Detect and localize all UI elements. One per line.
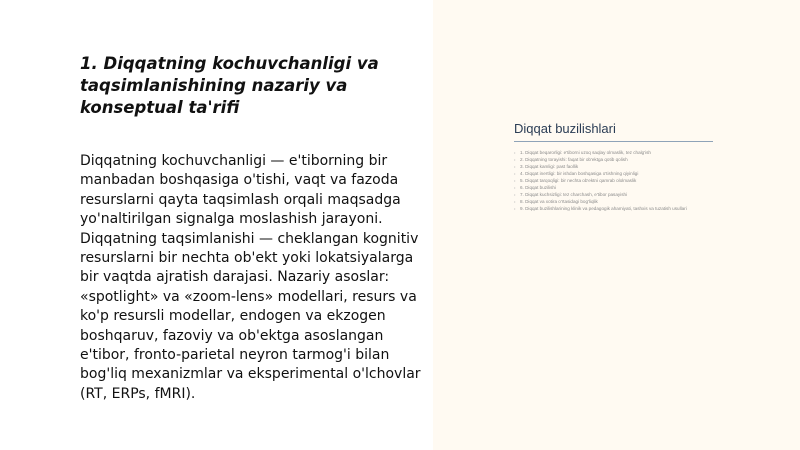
thumbnail-list-item [514, 185, 713, 190]
thumbnail-item-text: 5. Diqqat tarqoqligi: bir nechta ob'ektni qamrab ololmaslik [520, 178, 637, 183]
thumbnail-item-text: 2. Diqqatning torayishi: faqat bir ob'ektga qotib qolish [520, 157, 628, 162]
image-panel [433, 0, 800, 450]
bullet-icon: • [514, 171, 516, 176]
thumbnail-item-text: 1. Diqqat beqarorligi: e'tiborni uzoq saqlay olmaslik, tez chalg'ish [520, 150, 651, 155]
bullet-icon: • [514, 150, 516, 155]
thumbnail-item-text: 6. Diqqat buzilishi [520, 185, 557, 190]
thumbnail-list-item [514, 192, 713, 197]
thumbnail-item-text: 7. Diqqat kuchsizligi: tez charchash, e'tibor pasayishi [520, 192, 628, 197]
bullet-icon: • [514, 206, 516, 211]
thumbnail-item-text: 3. Diqqat kamligi: past faollik [520, 164, 579, 169]
thumbnail-list-item [514, 150, 713, 155]
thumbnail-title: Diqqat buzilishlari [514, 121, 713, 142]
bullet-icon: • [514, 178, 516, 183]
slide-body-text: Diqqatning kochuvchanligi — e'tiborning bir manbadan boshqasiga o'tishi, vaqt va fazoda resurslarni qayta taqsimlash orqali maqsadga yo'naltirilgan signalga moslashish jarayoni. Diqqatning taqsimlanishi — cheklangan kognitiv resurslarni bir nechta ob'ekt yoki lokatsiyalarga bir vaqtda ajratish darajasi. Nazariy asoslar: «spotlight» va «zoom-lens» modellari, resurs va ko'p resursli modellar, endogen va ekzogen boshqaruv, fazoviy va ob'ektga asoslangan e'tibor, fronto-parietal neyron tarmog'i bilan bog'liq mexanizmlar va eksperimental o'lchovlar (RT, ERPs, fMRI). [80, 153, 421, 402]
bullet-icon: • [514, 157, 516, 162]
thumbnail-list-item [514, 164, 713, 169]
slide-thumbnail [514, 121, 713, 213]
bullet-icon: • [514, 164, 516, 169]
thumbnail-list-item [514, 171, 713, 176]
thumbnail-item-text: 8. Diqqat va xotira o'rtasidagi bog'liqlik [520, 199, 598, 204]
bullet-icon: • [514, 199, 516, 204]
bullet-icon: • [514, 192, 516, 197]
slide-heading: 1. Diqqatning kochuvchanligi va taqsimlanishining nazariy va konseptual ta'rifi [80, 54, 379, 117]
thumbnail-item-text: 4. Diqqat inertligi: bir ishdan boshqasiga o'tishning qiyinligi [520, 171, 639, 176]
thumbnail-list-item [514, 206, 713, 211]
thumbnail-list-item [514, 178, 713, 183]
bullet-icon: • [514, 185, 516, 190]
thumbnail-list [514, 150, 713, 211]
thumbnail-list-item [514, 157, 713, 162]
thumbnail-item-text: 9. Diqqat buzilishlarining klinik va pedagogik ahamiyati, tashxis va tuzatish usullari [520, 206, 687, 211]
thumbnail-list-item [514, 199, 713, 204]
